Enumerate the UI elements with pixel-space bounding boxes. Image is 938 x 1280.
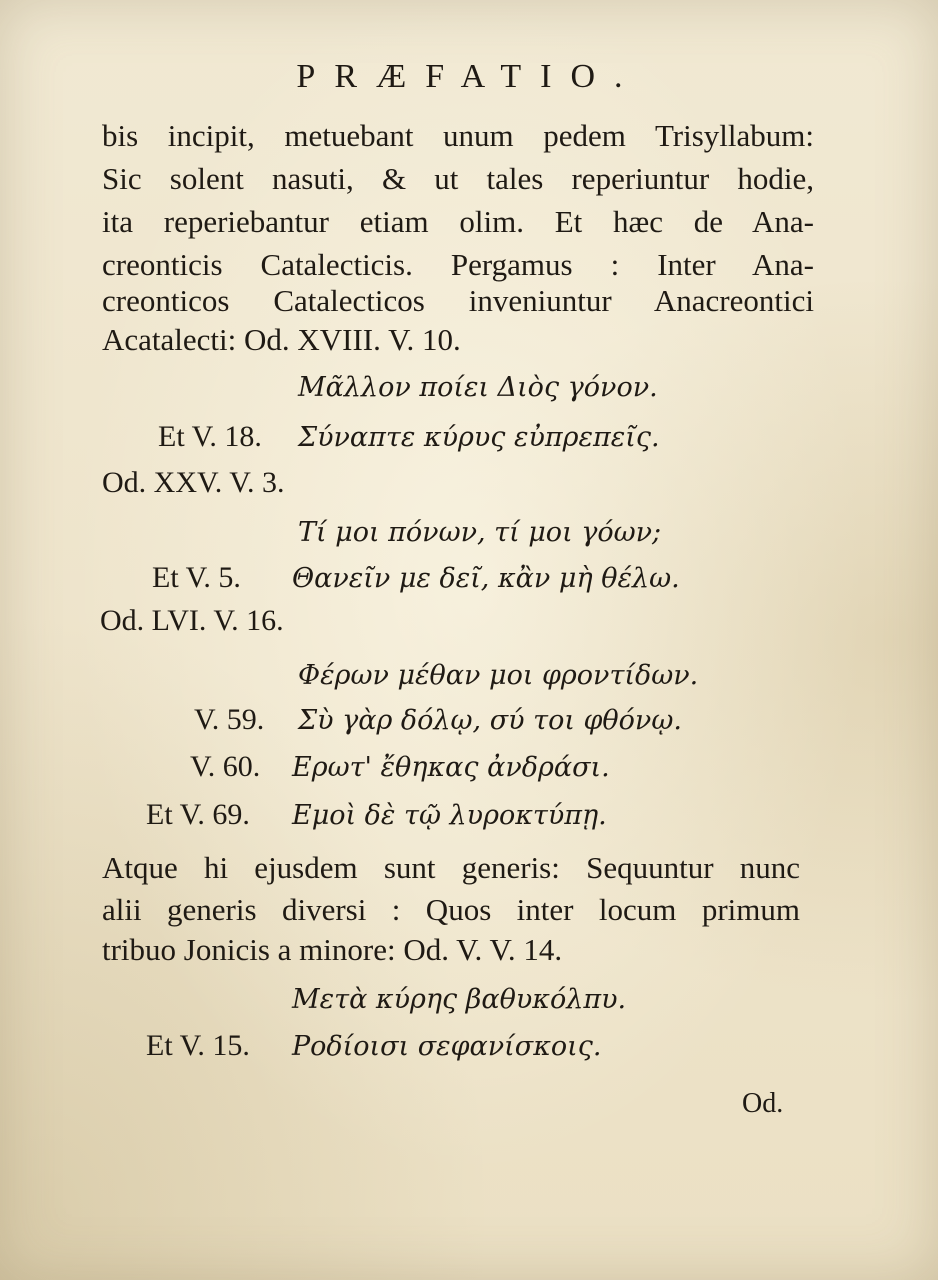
greek-verse: Μᾶλλον ποίει Διὸς γόνον.: [298, 372, 658, 403]
verse-reference: V. 60.: [190, 750, 261, 783]
prose-line: ita reperiebantur etiam olim. Et hæc de Ana-: [102, 204, 814, 239]
catchword: Od.: [742, 1088, 784, 1119]
prose-line: Atque hi ejusdem sunt generis: Sequuntur nunc: [102, 850, 800, 885]
prose-line: bis incipit, metuebant unum pedem Trisyllabum:: [102, 118, 814, 153]
verse-reference: Et V. 5.: [152, 561, 241, 594]
prose-line: alii generis diversi : Quos inter locum primum: [102, 892, 800, 927]
prose-line: creonticis Catalecticis. Pergamus : Inter Ana-: [102, 247, 814, 282]
greek-verse: Εμοὶ δὲ τῷ λυροκτύπῃ.: [292, 800, 607, 831]
greek-verse: Σύναπτε κύρυς εὐπρεπεῖς.: [298, 422, 660, 453]
verse-reference: V. 59.: [194, 703, 265, 736]
greek-verse: Μετὰ κύρης βαθυκόλπυ.: [292, 984, 627, 1015]
verse-reference: Et V. 69.: [146, 798, 250, 831]
greek-verse: Φέρων μέθαν μοι φροντίδων.: [298, 660, 699, 691]
prose-line: creonticos Catalecticos inveniuntur Anacreontici: [102, 283, 814, 318]
greek-verse: Θανεῖν με δεῖ, κἂν μὴ θέλω.: [292, 563, 680, 594]
prose-line: tribuo Jonicis a minore: Od. V. V. 14.: [102, 932, 563, 967]
verse-reference: Et V. 15.: [146, 1029, 250, 1062]
verse-reference: Et V. 18.: [158, 420, 262, 453]
greek-verse: Ροδίοισι σεφανίσκοις.: [292, 1031, 602, 1062]
greek-verse: Τί μοι πόνων, τί μοι γόων;: [298, 517, 662, 548]
verse-reference: Od. XXV. V. 3.: [102, 466, 285, 499]
greek-verse: Ερωτ' ἔθηκας ἀνδράσι.: [292, 752, 610, 783]
running-head: PRÆFATIO.: [296, 58, 642, 95]
verse-reference: Od. LVI. V. 16.: [100, 604, 284, 637]
prose-line: Acatalecti: Od. XVIII. V. 10.: [102, 322, 461, 357]
prose-line: Sic solent nasuti, & ut tales reperiuntur hodie,: [102, 161, 814, 196]
greek-verse: Σὺ γὰρ δόλῳ, σύ τοι φθόνῳ.: [298, 705, 682, 736]
